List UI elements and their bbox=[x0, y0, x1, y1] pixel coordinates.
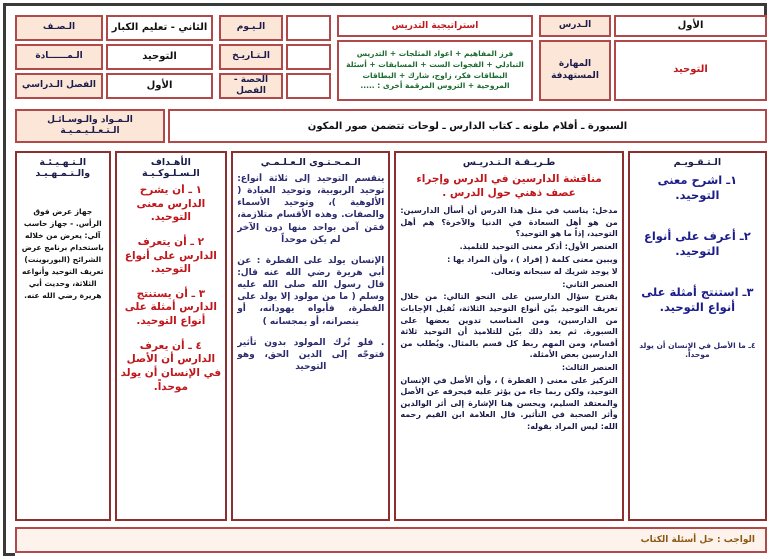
page-outer-frame bbox=[3, 3, 767, 556]
preparation-body[interactable] bbox=[21, 184, 105, 517]
evaluation-body[interactable] bbox=[634, 173, 761, 517]
period-row bbox=[219, 73, 331, 99]
subject-value: التوحيد bbox=[142, 50, 177, 62]
evaluation-item: ١ـ اشرح معنى التوحيد. bbox=[657, 173, 738, 202]
lesson-row bbox=[539, 15, 767, 37]
skill-value-cell[interactable] bbox=[614, 40, 767, 101]
strategy-value: فرز المفاهيم + اعواد المثلجات + التدريس التبادلي + الفجوات الست + المسابقات + أسئلة البطاقات فكر، زاوج، شارك + البطاقات المروحية + التروس المرقمة أخرى : ..... bbox=[346, 48, 524, 91]
evaluation-item: ٣ـ استنتج أمثلة على أنواع التوحيد. bbox=[641, 284, 754, 314]
homework-footer bbox=[15, 527, 767, 553]
day-label-cell bbox=[219, 15, 283, 41]
lesson-value: الأول bbox=[677, 19, 704, 31]
method-paragraph: التركيز على معنى ( الفطرة ) ، وأن الأصل في الإنسان التوحيد، ولكن ربما جاء من يؤثر عليه فيحرفه عن الأصل والمعتقد السليم، ويحسن هنا الإشارة إلى أثر الوالدين وأثر الصحبة في التأثير. قال العلامة ابن القيم رحمه الله: ليس المراد بقوله: bbox=[400, 375, 618, 431]
class-info-block bbox=[15, 15, 213, 101]
objective-item: ٣ ـ أن يستنتج الدارس أمثلة على أنواع التوحيد. bbox=[124, 287, 217, 328]
period-label-cell bbox=[219, 73, 283, 99]
content-paragraph: الإنسان يولد على الفطرة : عن أبي هريرة رضي الله عنه قال: قال رسول الله صلى الله عليه وسلم ( ما من مولود إلا يولد على الفطرة، فأبواه يهودانه، أو ينصرانه، أو يمجسانه ) bbox=[237, 255, 385, 327]
period-label: الحصة - الفصل bbox=[233, 74, 269, 96]
objective-item: ٤ ـ أن يعرف الدارس أن الأصل في الإنسان أن يولد موحداً. bbox=[120, 339, 222, 393]
page-inner-area bbox=[15, 15, 767, 556]
evaluation-item: ٢ـ أعرف على أنواع التوحيد. bbox=[644, 228, 751, 258]
objective-item: ١ ـ أن يشرح الدارس معنى التوحيد. bbox=[136, 184, 206, 224]
lesson-body-table bbox=[15, 151, 767, 521]
date-label-cell bbox=[219, 44, 283, 70]
term-label: الفصل الـدراسي bbox=[22, 80, 96, 91]
day-value-cell[interactable] bbox=[286, 15, 331, 41]
content-paragraph: ينقسم التوحيد إلى ثلاثة أنواع: توحيد الربوبية، وتوحيد العبادة ( الألوهية )، وتوحيد الأسماء والصفات. وهذه الأقسام متلازمة، فمَن آمن بواحد منها دون الآخر لم يكن موحداً bbox=[237, 174, 385, 245]
lesson-label: الـدرس bbox=[558, 20, 592, 31]
method-paragraph: العنصر الثاني: bbox=[562, 279, 618, 289]
subject-row bbox=[15, 44, 213, 70]
term-row bbox=[15, 73, 213, 99]
lesson-info-block bbox=[539, 15, 767, 101]
materials-label-cell bbox=[15, 109, 165, 143]
content-body[interactable] bbox=[237, 173, 384, 517]
homework-text: الواجب : حل أسئلة الكتاب bbox=[640, 535, 755, 545]
lesson-label-cell bbox=[539, 15, 611, 37]
strategy-title-cell bbox=[337, 15, 533, 37]
evaluation-header: الـتـقـويـم bbox=[673, 157, 722, 168]
content-paragraph: . فلو تُرك المولود بدون تأثير فتوجّه إلى الدين الحق، وهو التوحيد bbox=[237, 337, 385, 372]
class-value: الثاني - تعليم الكبار bbox=[111, 21, 208, 33]
content-header: الـمـحـتـوى الـعـلـمـي bbox=[260, 157, 361, 168]
method-paragraph: العنصر الثالث: bbox=[561, 363, 618, 372]
date-label: الـتـاريـخ bbox=[232, 51, 270, 62]
skill-label-cell bbox=[539, 40, 611, 101]
day-row bbox=[219, 15, 331, 41]
method-paragraph: ويبين معنى كلمة ( إفراد ) ، وأن المراد بها : bbox=[447, 254, 618, 264]
period-value-cell[interactable] bbox=[286, 73, 331, 99]
column-preparation bbox=[15, 151, 111, 521]
method-paragraph: مدخل: يناسب في مثل هذا الدرس أن أسأل الدارسين: من هو أهل السعادة في الدنيا والآخرة؟ هم أهل التوحيد، إذاً ما هو التوحيد؟ bbox=[400, 206, 618, 239]
objectives-header: الأهـداف الـسـلـوكـيـة bbox=[142, 157, 200, 179]
objective-item: ٢ ـ أن يتعرف الدارس على أنواع التوحيد. bbox=[124, 235, 217, 276]
skill-value: التوحيد bbox=[673, 64, 708, 76]
strategy-body-cell[interactable] bbox=[337, 40, 533, 101]
lesson-value-cell[interactable] bbox=[614, 15, 767, 37]
subject-value-cell[interactable] bbox=[106, 44, 213, 70]
class-value-cell[interactable] bbox=[106, 15, 213, 41]
skill-row bbox=[539, 40, 767, 101]
skill-label: المهارة المستهدفة bbox=[551, 59, 599, 81]
method-paragraph: يقترح سؤال الدارسين على النحو التالي: من خلال تعريف التوحيد بيّن أنواع التوحيد الثلاثة، تُقبل الإجابات من الدارسين، ومن المناسب تدوين بعضها على السبورة. ثم بعد ذلك بيّن للتلاميذ أن التوحيد ثلاثة أقسام، ومن المهم ربط كل قسم بالمثال. ويُطلب من الدارسين بعض الأمثلة. bbox=[400, 292, 618, 360]
class-label: الـصـف bbox=[42, 22, 76, 33]
term-value: الأول bbox=[146, 79, 173, 91]
day-label: الـيـوم bbox=[236, 22, 266, 33]
subject-label-cell bbox=[15, 44, 103, 70]
day-info-block bbox=[219, 15, 331, 101]
objectives-body[interactable] bbox=[121, 184, 222, 517]
date-value-cell[interactable] bbox=[286, 44, 331, 70]
term-value-cell[interactable] bbox=[106, 73, 213, 99]
materials-row bbox=[15, 109, 767, 143]
column-objectives bbox=[115, 151, 228, 521]
strategy-block bbox=[337, 15, 533, 101]
preparation-text: جهاز عرض فوق الرأس. - جهاز حاسب آلي: يعرض من خلاله باستخدام برنامج عرض الشرائح (البوربوينت) تعريف التوحيد وأنواعه الثلاثة، وحديث أبي هريرة رضي الله عنه. bbox=[21, 207, 104, 300]
method-header: طـريـقـة الـتـدريـس bbox=[462, 157, 556, 168]
date-row bbox=[219, 44, 331, 70]
materials-label: الـمـواد والـوسـائـل الـتـعـلـيـمـيـة bbox=[47, 114, 133, 136]
materials-value-cell[interactable] bbox=[168, 109, 767, 143]
method-paragraph: لا يوجد شريك له سبحانه وتعالى. bbox=[490, 267, 618, 277]
materials-value: السبورة ـ أفلام ملونه ـ كتاب الدارس ـ لوحات تتضمن صور المكون bbox=[307, 120, 628, 132]
column-method bbox=[394, 151, 623, 521]
class-label-cell bbox=[15, 15, 103, 41]
term-label-cell bbox=[15, 73, 103, 99]
subject-label: الـمــــــادة bbox=[35, 51, 83, 62]
method-body[interactable] bbox=[400, 173, 617, 517]
class-row bbox=[15, 15, 213, 41]
method-paragraph: العنصر الأول: أذكر معنى التوحيد للتلميذ. bbox=[459, 242, 618, 252]
evaluation-item: ٤ـ ما الأصل في الإنسان أن يولد موحداً. bbox=[639, 340, 756, 360]
column-evaluation bbox=[628, 151, 767, 521]
strategy-label: استراتيجية التدريس bbox=[391, 21, 479, 31]
method-title: مناقشة الدارسين في الدرس وإجراء عصف ذهني حول الدرس . bbox=[416, 173, 602, 199]
preparation-header: الـتـهـيـئـة والـتـمـهـيـد bbox=[35, 157, 91, 179]
column-content bbox=[231, 151, 390, 521]
header-area bbox=[15, 15, 767, 101]
